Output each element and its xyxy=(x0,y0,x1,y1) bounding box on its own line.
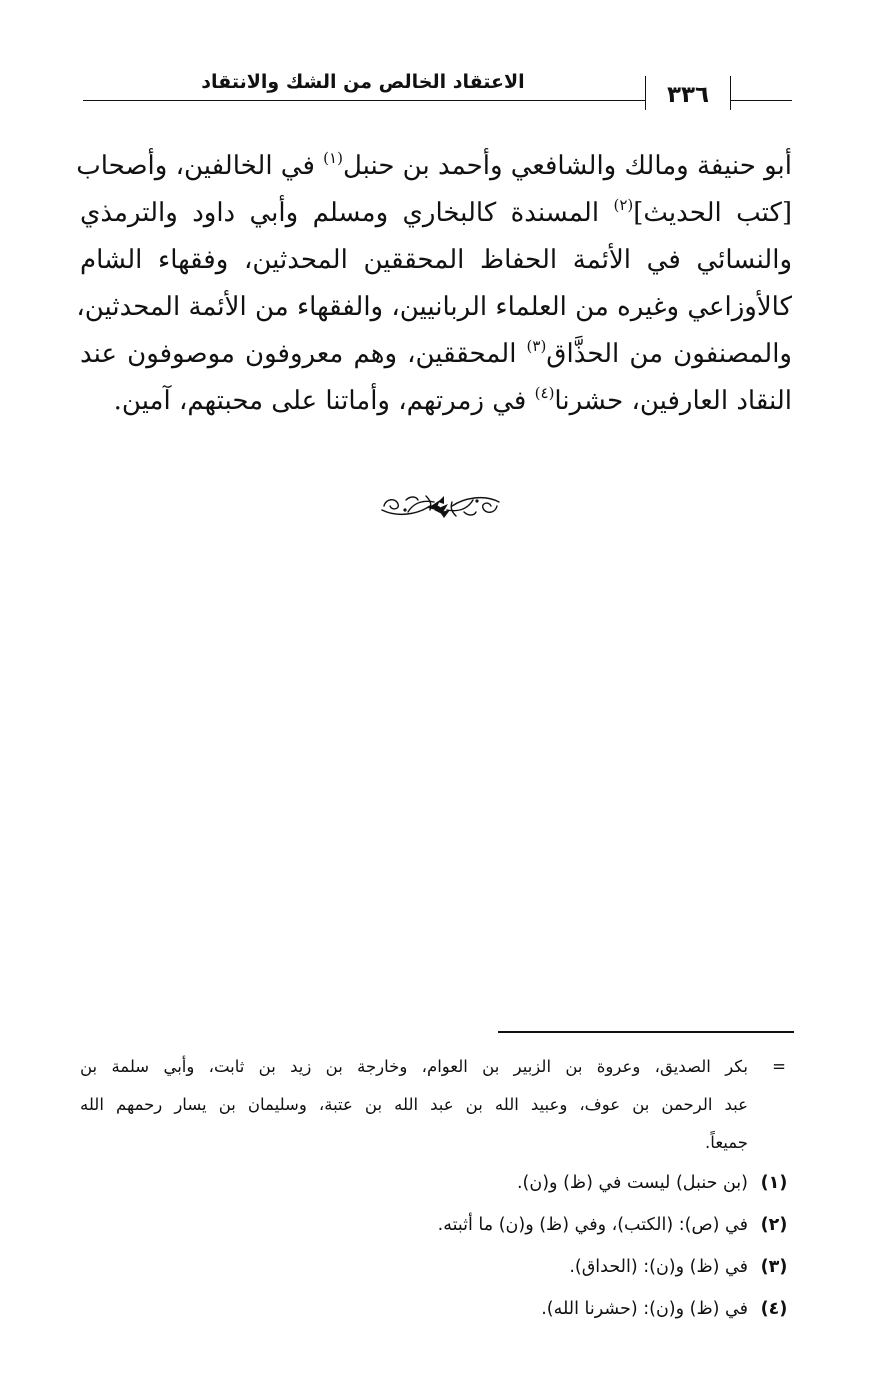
header-tick-right xyxy=(730,76,731,110)
footnote-text: في (ظ) و(ن): (الحداق). xyxy=(569,1257,748,1277)
text-line: أبو حنيفة ومالك والشافعي وأحمد بن حنبل$^{(١)}$ في الخالفين، وأصحاب xyxy=(76,149,792,181)
footnote-number: (١) xyxy=(760,1173,788,1193)
text-line: [كتب الحديث]$^{(٢)}$ المسندة كالبخاري ومسلم وأبي داود والترمذي xyxy=(80,196,792,228)
footnote-item xyxy=(80,1288,794,1330)
footnote-ref[interactable]: (١) xyxy=(323,149,343,167)
footnote-number: (٣) xyxy=(760,1257,788,1277)
running-title: الاعتقاد الخالص من الشك والانتقاد xyxy=(201,71,525,93)
header-rule xyxy=(83,100,645,101)
footnote-separator xyxy=(498,1031,794,1033)
footnote-text: في (ظ) و(ن): (حشرنا الله). xyxy=(541,1299,748,1319)
footnote-number: (٢) xyxy=(760,1215,788,1235)
footnote-line: عبد الرحمن بن عوف، وعبيد الله بن عبد الله بن عتبة، وسليمان بن يسار رحمهم الله xyxy=(80,1095,748,1114)
footnote-ref[interactable]: (٤) xyxy=(534,384,555,402)
continuation-mark: = xyxy=(772,1057,786,1076)
main-text xyxy=(76,143,792,425)
text-line: والمصنفون من الحذَّاق$^{(٣)}$ المحققين، وهم معروفون موصوفون عند xyxy=(80,337,792,369)
footnote-ref[interactable]: (٢) xyxy=(613,196,634,214)
page-number: ٣٣٦ xyxy=(666,82,710,108)
header-rule-short xyxy=(730,100,792,101)
footnote-text: في (ص): (الكتب)، وفي (ظ) و(ن) ما أثبته. xyxy=(437,1215,748,1235)
footnote-item xyxy=(80,1162,794,1204)
footnote-line: بكر الصديق، وعروة بن الزبير بن العوام، وخارجة بن زيد بن ثابت، وأبي سلمة بن xyxy=(80,1057,748,1076)
footnote-line: جميعاً. xyxy=(705,1133,748,1152)
footnote-ref[interactable]: (٣) xyxy=(526,337,547,355)
footnote-text: (بن حنبل) ليست في (ظ) و(ن). xyxy=(516,1173,748,1193)
text-line: والنسائي في الأئمة الحفاظ المحققين المحدثين، وفقهاء الشام xyxy=(80,245,792,275)
continued-footnote xyxy=(80,1048,794,1162)
footnote-item xyxy=(80,1246,794,1288)
text-line: كالأوزاعي وغيره من العلماء الربانيين، والفقهاء من الأئمة المحدثين، xyxy=(76,292,792,322)
floral-ornament-icon xyxy=(378,488,503,522)
footnote-item xyxy=(80,1204,794,1246)
header-tick-left xyxy=(645,76,646,110)
footnotes xyxy=(80,1048,794,1330)
page-header xyxy=(0,0,891,130)
text-line: النقاد العارفين، حشرنا$^{(٤)}$ في زمرتهم، وأماتنا على محبتهم، آمين. xyxy=(113,384,792,416)
footnote-number: (٤) xyxy=(760,1299,788,1319)
